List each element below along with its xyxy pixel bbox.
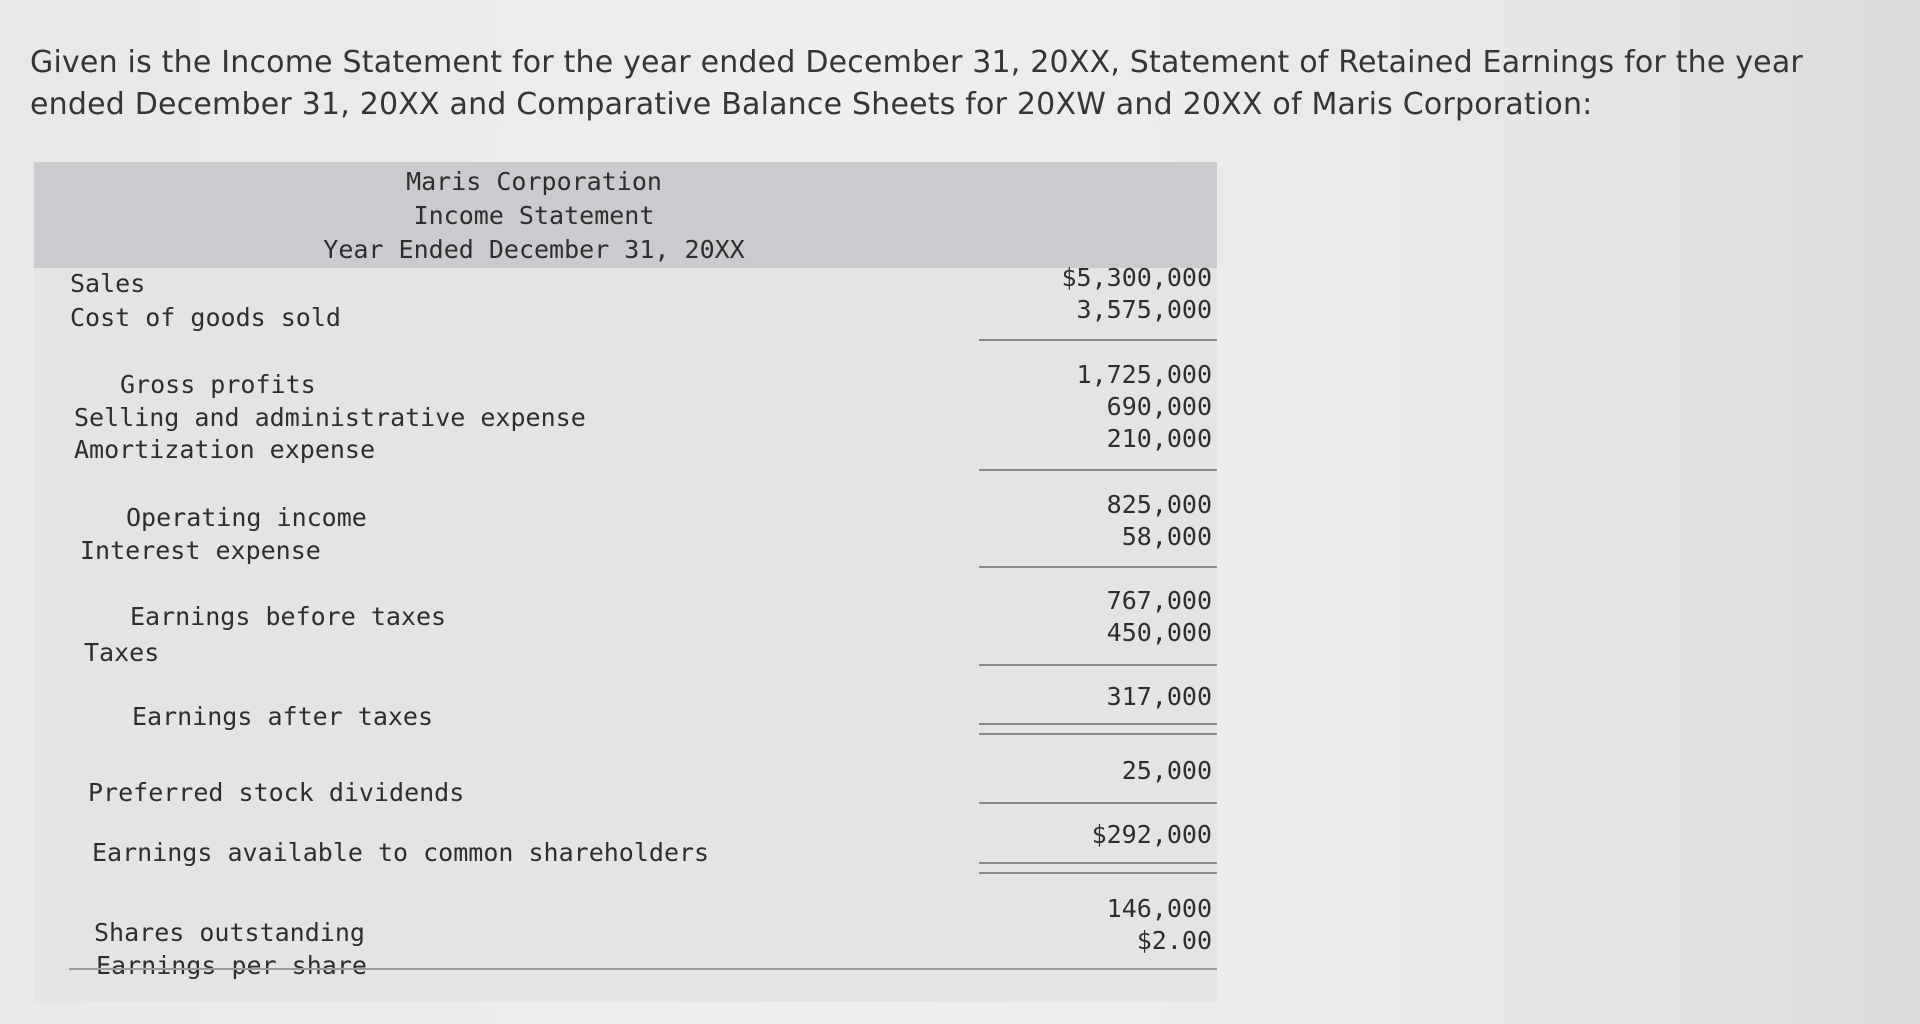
statement-title: Income Statement (413, 201, 655, 230)
row-amount-preferred-dividends: 25,000 (1121, 756, 1212, 785)
row-amount-eat: 317,000 (1106, 682, 1212, 711)
row-amount-taxes: 450,000 (1106, 618, 1212, 647)
statement-period: Year Ended December 31, 20XX (323, 235, 745, 264)
row-amount-interest-expense: 58,000 (1121, 522, 1212, 551)
total-double-rule (979, 862, 1217, 874)
row-label-preferred-dividends: Preferred stock dividends (88, 778, 465, 807)
statement-header (34, 162, 1217, 268)
row-amount-selling-admin: 690,000 (1106, 392, 1212, 421)
row-amount-shares-outstanding: 146,000 (1106, 894, 1212, 923)
row-label-earnings-available: Earnings available to common shareholders (92, 838, 710, 867)
statement-bottom-rule (69, 968, 1217, 970)
row-amount-operating-income: 825,000 (1106, 490, 1212, 519)
row-amount-sales: $5,300,000 (1061, 263, 1212, 292)
row-label-interest-expense: Interest expense (80, 536, 321, 565)
subtotal-rule (979, 664, 1217, 666)
row-label-shares-outstanding: Shares outstanding (94, 918, 365, 947)
row-amount-gross-profits: 1,725,000 (1076, 360, 1212, 389)
subtotal-rule (979, 566, 1217, 568)
subtotal-rule (979, 339, 1217, 341)
row-amount-ebt: 767,000 (1106, 586, 1212, 615)
row-label-operating-income: Operating income (126, 503, 367, 532)
row-amount-eps: $2.00 (1136, 926, 1212, 955)
total-double-rule (979, 723, 1217, 735)
subtotal-rule (979, 469, 1217, 471)
row-label-selling-admin: Selling and administrative expense (74, 403, 586, 432)
subtotal-rule (979, 802, 1217, 804)
row-label-sales: Sales (70, 269, 146, 298)
income-statement (34, 162, 1217, 1002)
company-name: Maris Corporation (406, 167, 662, 196)
statement-body (34, 263, 1217, 1002)
row-amount-amortization: 210,000 (1106, 424, 1212, 453)
row-amount-earnings-available: $292,000 (1091, 820, 1212, 849)
row-amount-cogs: 3,575,000 (1076, 295, 1212, 324)
row-label-amortization: Amortization expense (74, 435, 376, 464)
row-label-eat: Earnings after taxes (132, 702, 434, 731)
row-label-gross-profits: Gross profits (120, 370, 316, 399)
row-label-eps: Earnings per share (96, 951, 367, 980)
row-label-cogs: Cost of goods sold (70, 303, 341, 332)
intro-text: Given is the Income Statement for the year ended December 31, 20XX, Statement of Retained Earnings for the year ended December 31, 20XX and Comparative Balance Sheets for 20XW and 20XX of Maris Corporation: (30, 45, 1803, 122)
row-label-taxes: Taxes (84, 638, 160, 667)
row-label-ebt: Earnings before taxes (130, 602, 447, 631)
